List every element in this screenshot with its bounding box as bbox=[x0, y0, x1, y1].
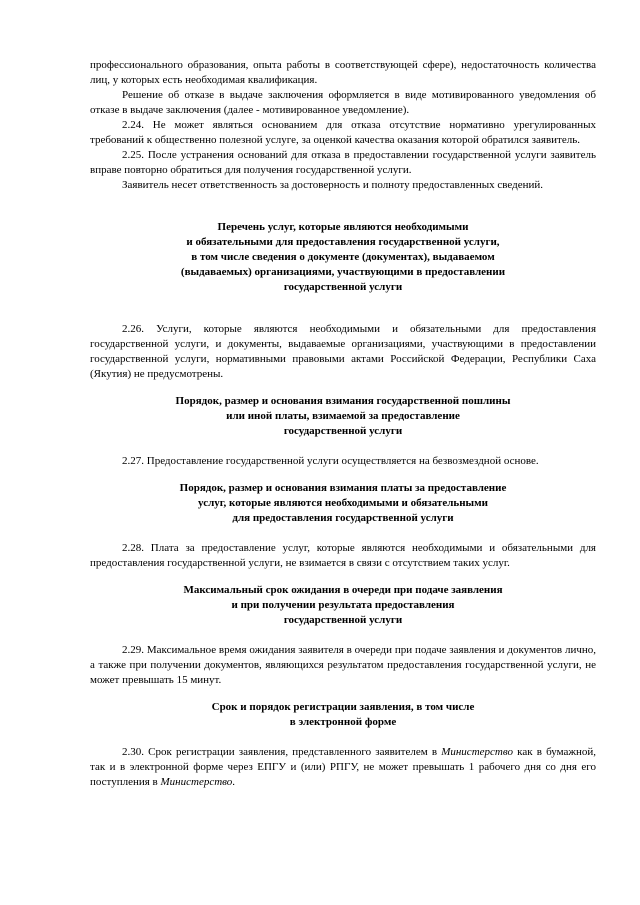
ministry-term: Министерство bbox=[441, 746, 513, 758]
section-heading: Порядок, размер и основания взимания государственной пошлины или иной платы, взимаемой за предоставление государственной услуги bbox=[175, 395, 511, 437]
paragraph: Решение об отказе в выдаче заключения оформляется в виде мотивированного уведомления об отказе в выдаче заключения (далее - мотивированное уведомление). bbox=[90, 89, 596, 116]
section-heading: Перечень услуг, которые являются необходимыми и обязательными для предоставления государственной услуги, в том числе сведения о документе (документах), выдаваемом (выдаваемых) организациями, участвующими в предоставлении государственной услуги bbox=[180, 221, 506, 293]
paragraph: 2.26. Услуги, которые являются необходимыми и обязательными для предоставления государственной услуги, и документы, выдаваемые организациями, участвующими в предоставлении государственной услуги, нормативными правовыми актами Российской Федерации, Республики Саха (Якутия) не предусмотрены. bbox=[90, 323, 596, 380]
paragraph: 2.30. Срок регистрации заявления, представленного заявителем в Министерство как в бумажной, так и в электронной форме через ЕПГУ и (или) РПГУ, не может превышать 1 рабочего дня со дня его поступления в Министерство. bbox=[90, 746, 596, 788]
paragraph: профессионального образования, опыта работы в соответствующей сфере), недостаточность количества лиц, у которых есть необходимая квалификация. bbox=[90, 59, 596, 86]
paragraph: 2.28. Плата за предоставление услуг, которые являются необходимыми и обязательными для предоставления государственной услуги, не взимается в связи с отсутствием таких услуг. bbox=[90, 542, 596, 569]
section-heading: Максимальный срок ожидания в очереди при подаче заявления и при получении результата предоставления государственной услуги bbox=[183, 584, 503, 626]
paragraph: 2.27. Предоставление государственной услуги осуществляется на безвозмездной основе. bbox=[122, 455, 539, 467]
paragraph: 2.29. Максимальное время ожидания заявителя в очереди при подаче заявления и документов лично, а также при получении документов, являющихся результатом предоставления государственной услуги, не может превышать 15 минут. bbox=[90, 644, 596, 686]
ministry-term: Министерство bbox=[160, 776, 233, 788]
paragraph: 2.25. После устранения оснований для отказа в предоставлении государственной услуги заявитель вправе повторно обратиться для получения государственной услуги. bbox=[90, 149, 596, 176]
section-heading: Порядок, размер и основания взимания платы за предоставление услуг, которые являются необходимыми и обязательными для предоставления государственной услуги bbox=[179, 482, 507, 524]
section-heading: Срок и порядок регистрации заявления, в том числе в электронной форме bbox=[211, 701, 475, 728]
paragraph: Заявитель несет ответственность за достоверность и полноту предоставленных сведений. bbox=[122, 179, 544, 191]
document-page bbox=[90, 58, 596, 790]
paragraph: 2.24. Не может являться основанием для отказа отсутствие нормативно урегулированных требований к общественно полезной услуге, за оценкой качества оказания которой обратился заявитель. bbox=[90, 119, 596, 146]
